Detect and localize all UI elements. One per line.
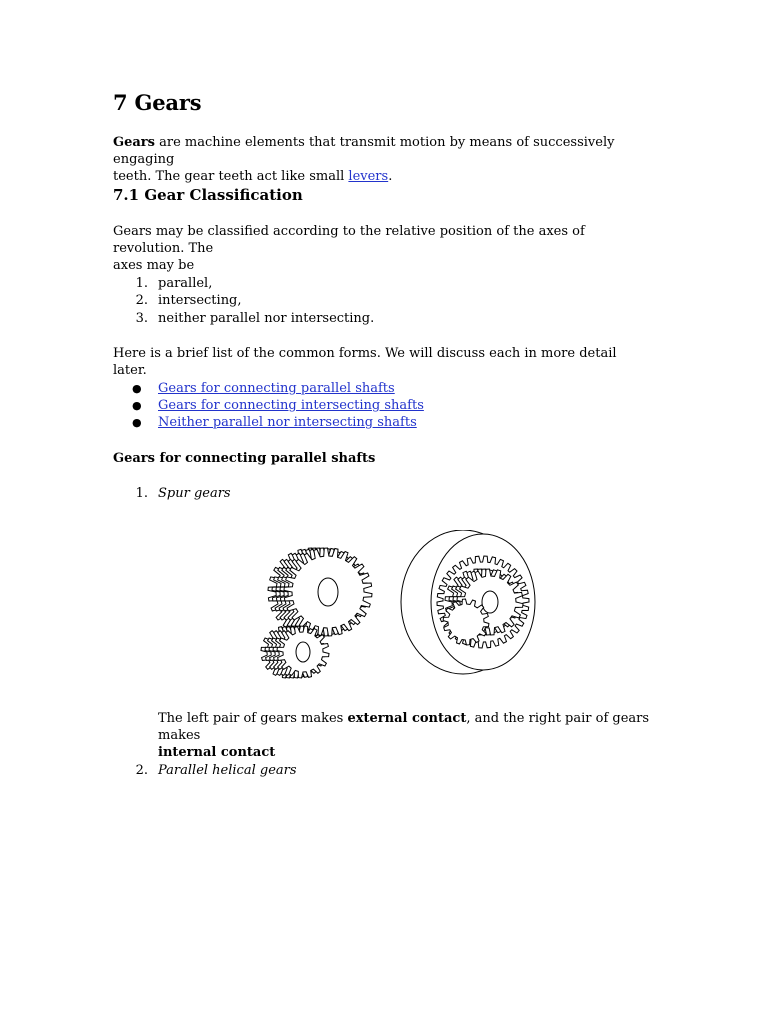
- intro-paragraph: [113, 134, 653, 185]
- inner-pinion-hub: [482, 591, 498, 613]
- caption-text-c: , and the right pair of gears makes: [158, 711, 650, 743]
- parallel-subheading: Gears for connecting parallel shafts: [113, 451, 376, 466]
- axes-list-item: parallel,: [158, 276, 213, 291]
- intro-text-2: teeth. The gear teeth act like small: [113, 169, 349, 184]
- intro-term: Gears: [113, 135, 155, 150]
- link-neither-shafts[interactable]: Neither parallel nor intersecting shafts: [158, 415, 417, 430]
- helical-list-number: 2.: [135, 763, 148, 778]
- axes-list-item: intersecting,: [158, 293, 242, 308]
- section-title: 7.1 Gear Classification: [113, 186, 303, 204]
- spur-gears-illustration: [258, 530, 538, 690]
- page-title: 7 Gears: [113, 90, 202, 115]
- axes-list-item: neither parallel nor intersecting.: [158, 311, 375, 326]
- caption-text-a: The left pair of gears makes: [158, 711, 348, 726]
- levers-link[interactable]: levers: [348, 169, 389, 184]
- forms-intro-paragraph: Here is a brief list of the common forms. We will discuss each in more detail later.: [113, 346, 617, 378]
- bullet-icon: ●: [132, 399, 142, 412]
- link-intersecting-shafts[interactable]: Gears for connecting intersecting shafts: [158, 398, 424, 413]
- axes-list-number: 3.: [135, 311, 148, 326]
- bullet-icon: ●: [132, 382, 142, 395]
- spur-gears-label: Spur gears: [158, 486, 231, 501]
- classification-line-1: Gears may be classified according to the relative position of the axes of revolution. The: [113, 224, 585, 256]
- small-gear-hub: [296, 642, 310, 662]
- classification-line-2: axes may be: [113, 258, 195, 273]
- external-contact-term: external contact: [347, 711, 467, 726]
- helical-gears-label: Parallel helical gears: [158, 763, 297, 778]
- axes-list-number: 1.: [135, 276, 148, 291]
- link-parallel-shafts[interactable]: Gears for connecting parallel shafts: [158, 381, 395, 396]
- large-gear-hub: [318, 578, 338, 606]
- intro-end: .: [388, 169, 393, 184]
- caption-paragraph: [158, 710, 658, 761]
- intro-text-1: are machine elements that transmit motion by means of successively engaging: [113, 135, 615, 167]
- internal-contact-term: internal contact: [158, 745, 276, 760]
- bullet-icon: ●: [132, 416, 142, 429]
- classification-paragraph: [113, 223, 653, 274]
- axes-list-number: 2.: [135, 293, 148, 308]
- spur-list-number: 1.: [135, 486, 148, 501]
